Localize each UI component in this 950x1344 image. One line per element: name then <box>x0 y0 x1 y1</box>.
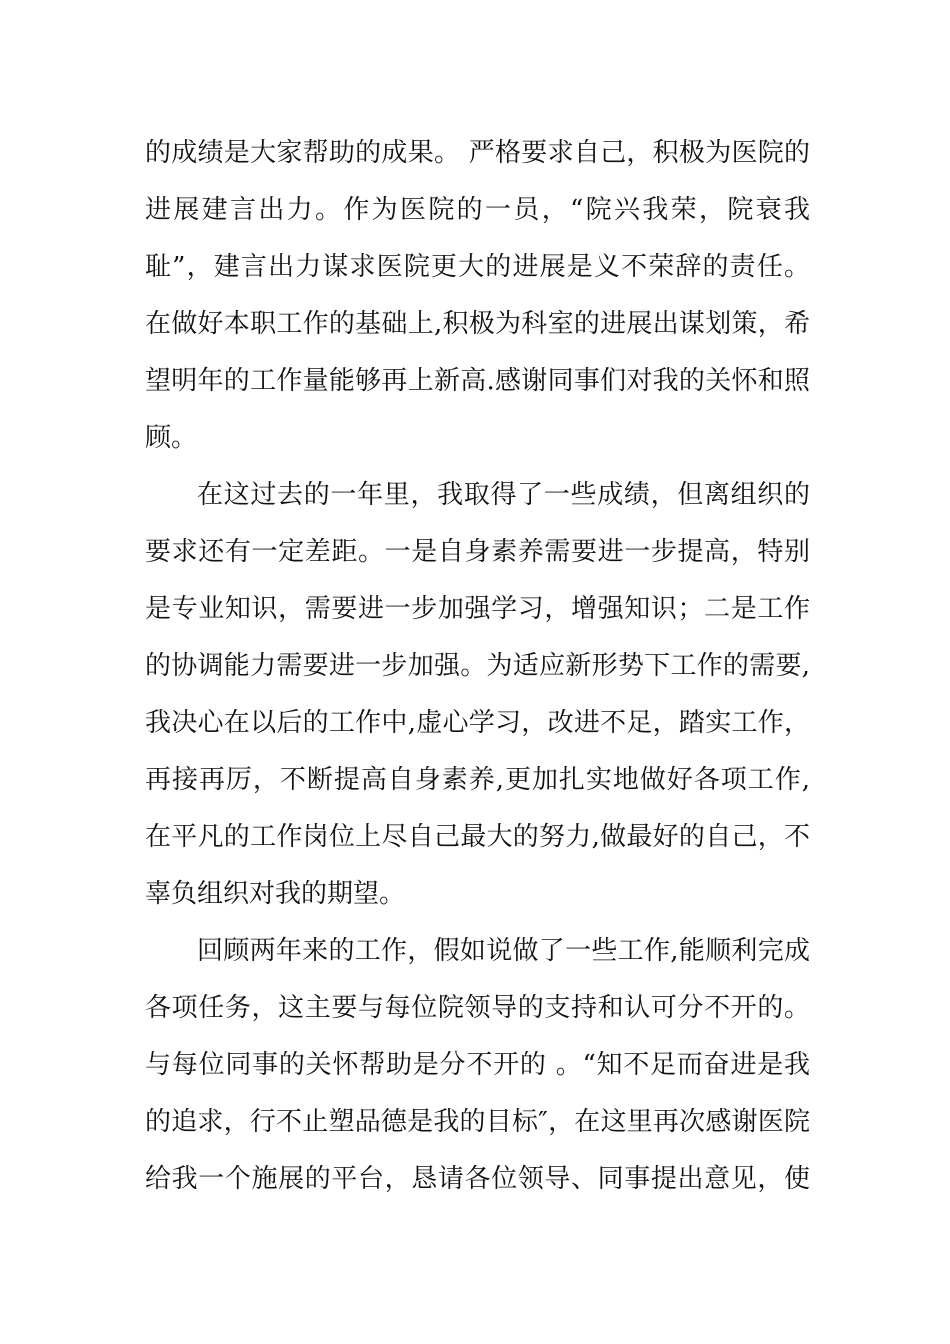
text-line: 在这过去的一年里，我取得了一些成绩，但离组织的 <box>197 480 810 510</box>
text-line: 望明年的工作量能够再上新高.感谢同事们对我的关怀和照 <box>145 366 810 396</box>
text-line: 是专业知识，需要进一步加强学习，增强知识；二是工作 <box>145 594 810 624</box>
text-line: 在平凡的工作岗位上尽自己最大的努力,做最好的自己，不 <box>145 822 810 852</box>
text-line: 在做好本职工作的基础上,积极为科室的进展出谋划策，希 <box>145 309 810 339</box>
text-line: 辜负组织对我的期望。 <box>145 879 406 909</box>
text-line: 耻”，建言出力谋求医院更大的进展是义不荣辞的责任。 <box>145 252 810 282</box>
text-line: 回顾两年来的工作，假如说做了一些工作,能顺利完成 <box>197 936 810 966</box>
text-line: 进展建言出力。作为医院的一员，“院兴我荣，院衰我 <box>145 195 810 225</box>
text-line: 的追求，行不止塑品德是我的目标″，在这里再次感谢医院 <box>145 1107 810 1137</box>
text-line: 我决心在以后的工作中,虚心学习，改进不足，踏实工作， <box>145 708 810 738</box>
paragraph-2 <box>145 467 810 923</box>
paragraph-3 <box>145 923 810 1208</box>
text-line: 给我一个施展的平台，恳请各位领导、同事提出意见，使 <box>145 1164 810 1194</box>
text-line: 的成绩是大家帮助的成果。 严格要求自己，积极为医院的 <box>145 138 810 168</box>
text-line: 的协调能力需要进一步加强。为适应新形势下工作的需要, <box>145 651 810 681</box>
text-line: 顾。 <box>145 423 198 453</box>
document-body <box>145 125 810 1208</box>
text-line: 与每位同事的关怀帮助是分不开的 。“知不足而奋进是我 <box>145 1050 810 1080</box>
text-line: 再接再厉，不断提高自身素养,更加扎实地做好各项工作, <box>145 765 810 795</box>
text-line: 各项任务，这主要与每位院领导的支持和认可分不开的。 <box>145 993 810 1023</box>
paragraph-1 <box>145 125 810 467</box>
text-line: 要求还有一定差距。一是自身素养需要进一步提高，特别 <box>145 537 810 567</box>
